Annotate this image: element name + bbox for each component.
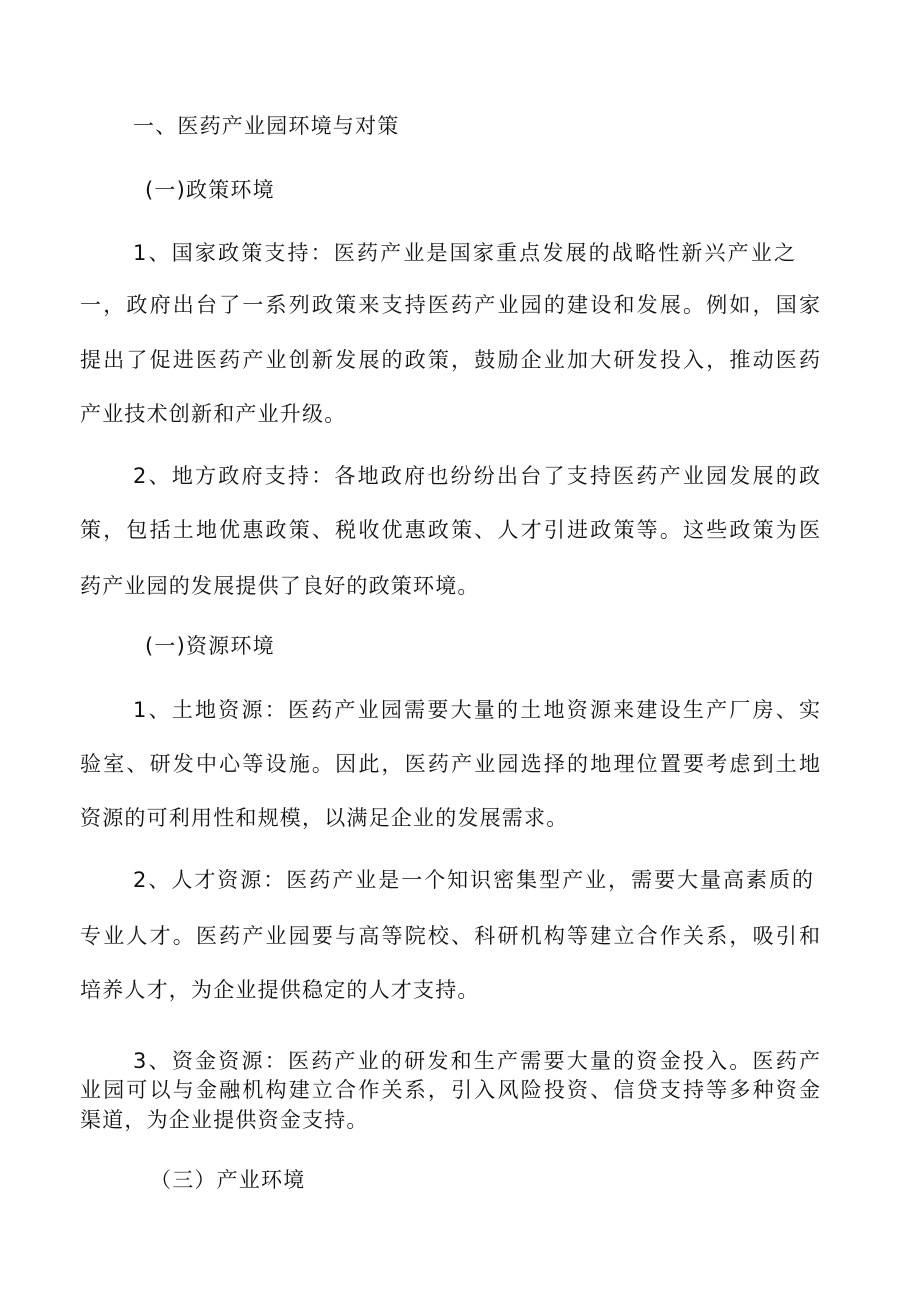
section-title-policy: (一)政策环境 [145,178,275,202]
paragraph-line: 渠道，为企业提供资金支持。 [80,1108,369,1132]
paragraph-line: 业园可以与金融机构建立合作关系，引入风险投资、信贷支持等多种资金 [80,1078,820,1102]
paragraph-line: 资源的可利用性和规模，以满足企业的发展需求。 [80,806,569,830]
paragraph-line: 验室、研发中心等设施。因此，医药产业园选择的地理位置要考虑到土地 [80,752,820,776]
paragraph-line: 提出了促进医药产业创新发展的政策，鼓励企业加大研发投入，推动医药 [80,348,820,372]
section-title-resources: (一)资源环境 [145,634,275,658]
paragraph-line: 产业技术创新和产业升级。 [80,402,347,426]
paragraph-line: 1、国家政策支持：医药产业是国家重点发展的战略性新兴产业之 [133,241,795,265]
section-title-industry: （三）产业环境 [150,1168,306,1192]
paragraph-line: 2、人才资源：医药产业是一个知识密集型产业，需要大量高素质的 [133,868,813,892]
paragraph-line: 2、地方政府支持：各地政府也纷纷出台了支持医药产业园发展的政 [133,464,820,488]
paragraph-line: 药产业园的发展提供了良好的政策环境。 [80,574,480,598]
paragraph-line: 3、资金资源：医药产业的研发和生产需要大量的资金投入。医药产 [133,1049,820,1073]
paragraph-line: 1、土地资源：医药产业园需要大量的土地资源来建设生产厂房、实 [133,698,820,722]
paragraph-line: 培养人才，为企业提供稳定的人才支持。 [80,978,480,1002]
paragraph-line: 策，包括土地优惠政策、税收优惠政策、人才引进政策等。这些政策为医 [80,518,820,542]
main-heading: 一、医药产业园环境与对策 [133,114,400,138]
paragraph-line: 专业人才。医药产业园要与高等院校、科研机构等建立合作关系，吸引和 [80,924,820,948]
paragraph-line: 一，政府出台了一系列政策来支持医药产业园的建设和发展。例如，国家 [80,293,820,317]
